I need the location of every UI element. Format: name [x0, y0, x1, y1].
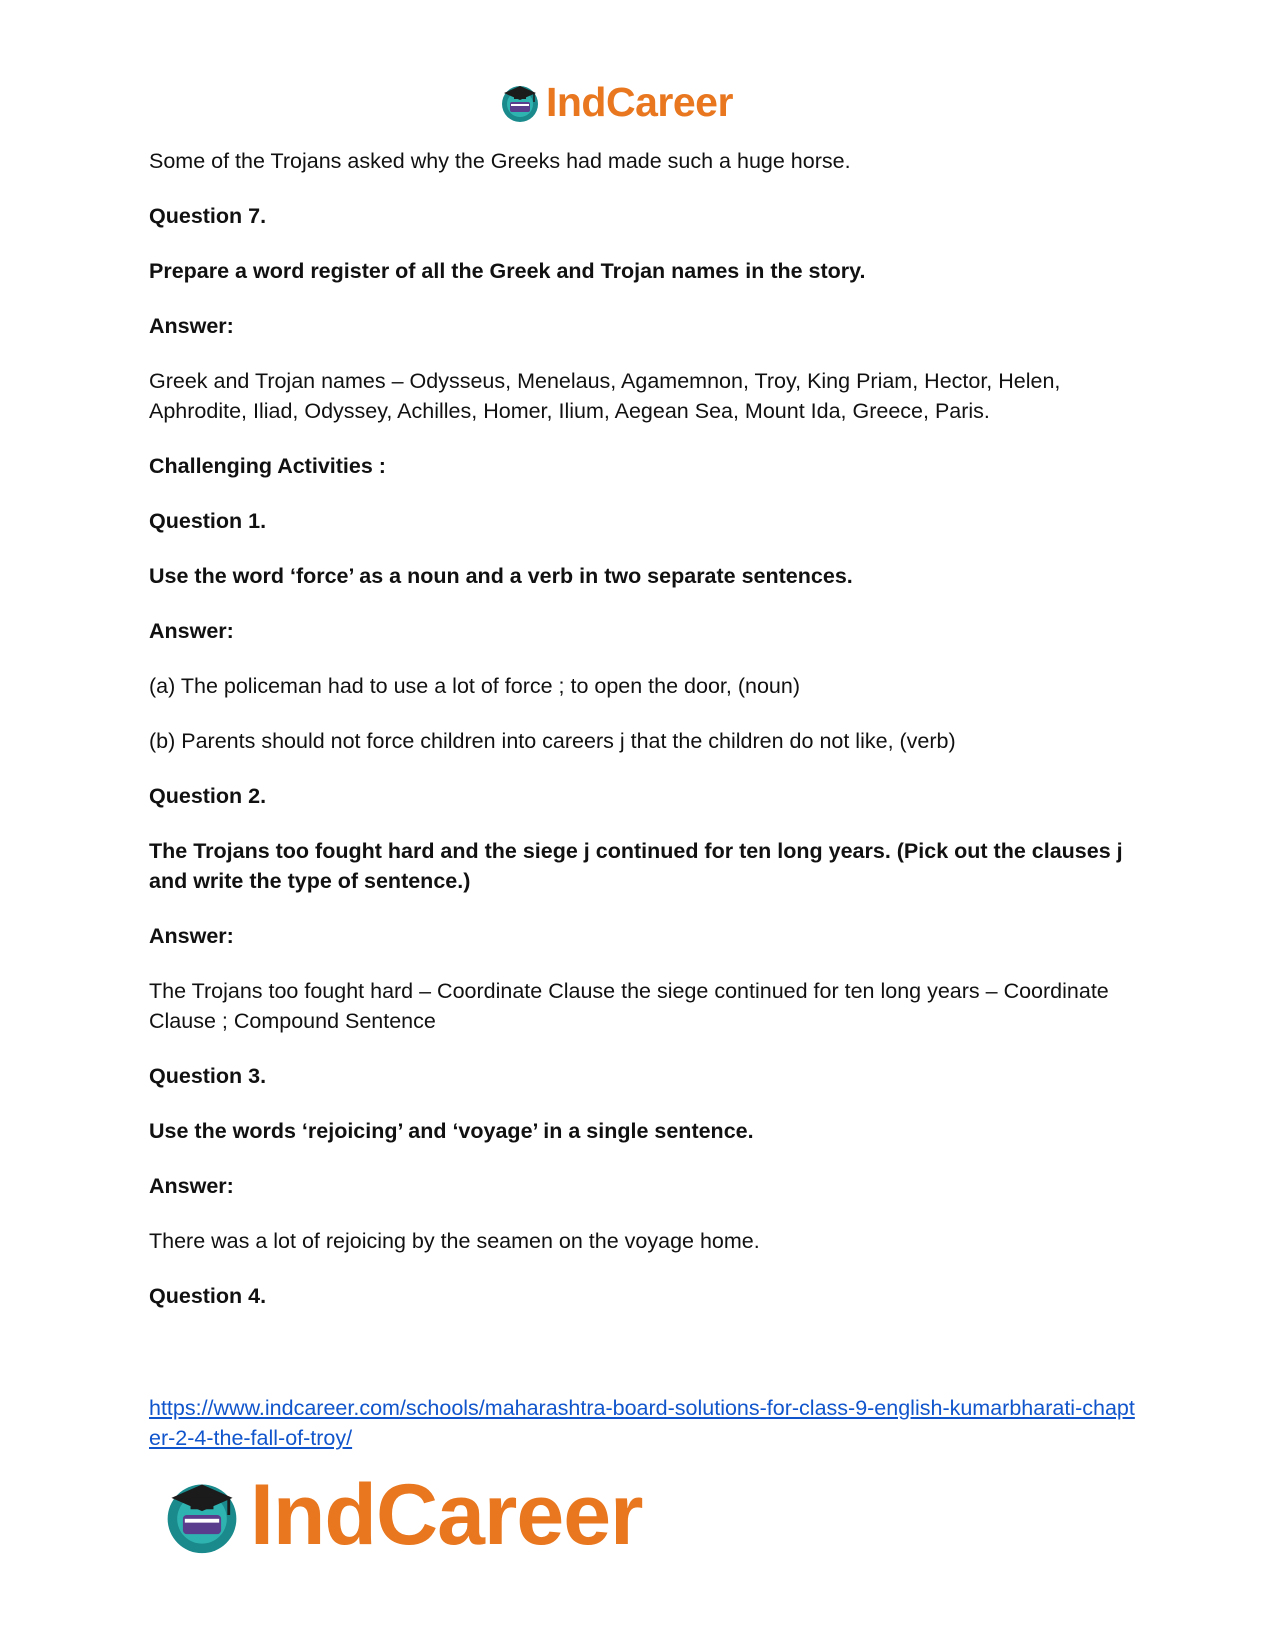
heading-line: Question 7.	[149, 204, 267, 228]
heading-line: Use the word ‘force’ as a noun and a verb in two separate sentences.	[149, 564, 853, 588]
heading-line: Challenging Activities :	[149, 454, 386, 478]
heading-line: Question 4.	[149, 1284, 267, 1308]
body-paragraph: There was a lot of rejoicing by the seamen on the voyage home.	[149, 1229, 760, 1253]
header-logo	[498, 78, 733, 126]
heading-line: Answer:	[149, 314, 234, 338]
body-paragraph: (b) Parents should not force children into careers j that the children do not like, (verb)	[149, 729, 956, 753]
body-paragraph: Greek and Trojan names – Odysseus, Menelaus, Agamemnon, Troy, King Priam, Hector, Helen, Aphrodite, Iliad, Odyssey, Achilles, Homer, Ilium, Aegean Sea, Mount Ida, Greece, Paris.	[149, 369, 1061, 423]
heading-line: Prepare a word register of all the Greek and Trojan names in the story.	[149, 259, 866, 283]
logo-wordmark: IndCareer	[546, 78, 733, 125]
logo-wordmark: IndCareer	[250, 1467, 643, 1563]
footer-logo	[160, 1467, 643, 1563]
body-paragraph: Some of the Trojans asked why the Greeks had made such a huge horse.	[149, 149, 851, 173]
graduation-globe-icon	[498, 80, 542, 124]
heading-line: Question 3.	[149, 1064, 267, 1088]
heading-line: The Trojans too fought hard and the siege j continued for ten long years. (Pick out the clauses j and write the type of sentence.)	[149, 839, 1123, 893]
document-body	[149, 146, 1139, 1336]
heading-line: Answer:	[149, 619, 234, 643]
heading-line: Question 1.	[149, 509, 267, 533]
heading-line: Question 2.	[149, 784, 267, 808]
body-paragraph: (a) The policeman had to use a lot of force ; to open the door, (noun)	[149, 674, 800, 698]
heading-line: Use the words ‘rejoicing’ and ‘voyage’ in a single sentence.	[149, 1119, 754, 1143]
heading-line: Answer:	[149, 1174, 234, 1198]
source-link[interactable]: https://www.indcareer.com/schools/maharashtra-board-solutions-for-class-9-english-kumarbharati-chapter-2-4-the-fall-of-troy/	[149, 1396, 1135, 1450]
body-paragraph: The Trojans too fought hard – Coordinate Clause the siege continued for ten long years – Coordinate Clause ; Compound Sentence	[149, 979, 1109, 1033]
graduation-globe-icon	[160, 1473, 244, 1557]
heading-line: Answer:	[149, 924, 234, 948]
